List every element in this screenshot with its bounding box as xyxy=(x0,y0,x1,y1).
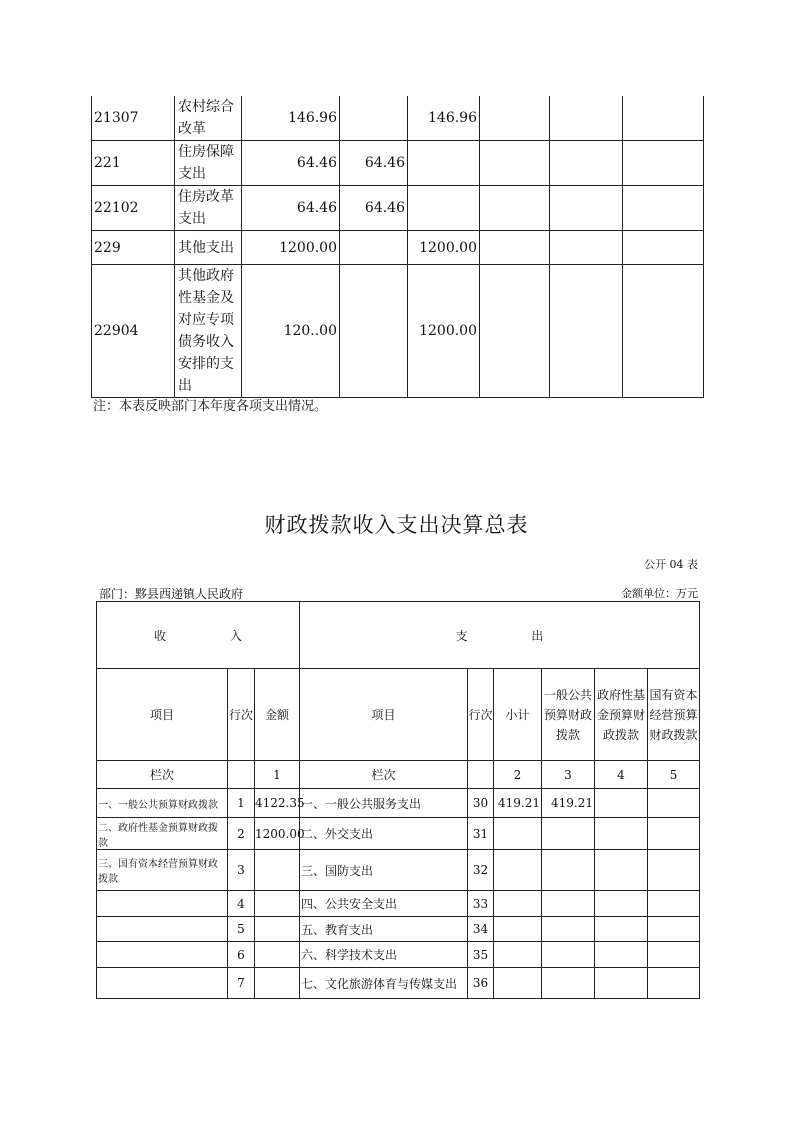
income-amount xyxy=(255,850,300,891)
expense-state xyxy=(648,850,700,891)
income-amount: 4122.35 xyxy=(255,789,300,818)
row-name: 住房改革支出 xyxy=(175,186,242,231)
income-row-no: 5 xyxy=(228,917,255,942)
table-row xyxy=(97,850,700,891)
expense-row-no: 34 xyxy=(468,917,494,942)
lanci-blank xyxy=(468,761,494,789)
row-blank xyxy=(623,96,704,141)
table-row xyxy=(97,789,700,818)
row-basic: 64.46 xyxy=(340,141,408,186)
expense-item: 六、科学技术支出 xyxy=(300,942,468,968)
row-code: 22102 xyxy=(92,186,175,231)
table-note: 注：本表反映部门本年度各项支出情况。 xyxy=(93,399,328,414)
row-total: 146.96 xyxy=(242,96,340,141)
expense-subtotal xyxy=(494,968,542,999)
row-project: 146.96 xyxy=(408,96,480,141)
row-code: 221 xyxy=(92,141,175,186)
income-row-no: 6 xyxy=(228,942,255,968)
row-name: 其他政府性基金及对应专项债务收入安排的支出 xyxy=(175,265,242,398)
expense-row-no: 36 xyxy=(468,968,494,999)
row-name: 其他支出 xyxy=(175,231,242,265)
income-item: 一、一般公共预算财政拨款 xyxy=(97,789,228,818)
expense-general xyxy=(542,942,595,968)
expense-subtotal xyxy=(494,818,542,850)
row-code: 229 xyxy=(92,231,175,265)
row-project: 1200.00 xyxy=(408,265,480,398)
row-blank xyxy=(623,141,704,186)
header-income-amount: 金额 xyxy=(255,669,300,761)
income-item xyxy=(97,891,228,917)
row-blank xyxy=(550,96,623,141)
row-blank xyxy=(480,96,550,141)
header-subtotal: 小计 xyxy=(494,669,542,761)
row-basic xyxy=(340,96,408,141)
income-amount xyxy=(255,968,300,999)
row-basic: 64.46 xyxy=(340,186,408,231)
table-row xyxy=(97,942,700,968)
expense-row-no: 35 xyxy=(468,942,494,968)
row-blank xyxy=(623,265,704,398)
row-blank xyxy=(550,141,623,186)
row-blank xyxy=(480,231,550,265)
table-row xyxy=(92,265,704,398)
row-total: 64.46 xyxy=(242,141,340,186)
expense-subtotal xyxy=(494,850,542,891)
row-total: 120..00 xyxy=(242,265,340,398)
header-income-item: 项目 xyxy=(97,669,228,761)
expense-continuation-table xyxy=(91,96,704,398)
expense-fund xyxy=(595,891,648,917)
expense-header: 支 出 xyxy=(300,602,700,669)
expense-general xyxy=(542,917,595,942)
expense-item: 七、文化旅游体育与传媒支出 xyxy=(300,968,468,999)
row-total: 1200.00 xyxy=(242,231,340,265)
table-row xyxy=(97,818,700,850)
expense-state xyxy=(648,789,700,818)
col-number: 5 xyxy=(648,761,700,789)
fiscal-summary-table xyxy=(96,601,700,999)
lanci-blank xyxy=(228,761,255,789)
expense-row-no: 33 xyxy=(468,891,494,917)
expense-row-no: 32 xyxy=(468,850,494,891)
income-item: 二、政府性基金预算财政拨款 xyxy=(97,818,228,850)
expense-row-no: 31 xyxy=(468,818,494,850)
row-blank xyxy=(480,265,550,398)
row-blank xyxy=(550,265,623,398)
expense-general xyxy=(542,891,595,917)
header-general-budget: 一般公共预算财政拨款 xyxy=(542,669,595,761)
expense-fund xyxy=(595,818,648,850)
expense-general xyxy=(542,818,595,850)
row-project xyxy=(408,186,480,231)
row-project xyxy=(408,141,480,186)
expense-fund xyxy=(595,942,648,968)
expense-state xyxy=(648,818,700,850)
lanci-label: 栏次 xyxy=(97,761,228,789)
expense-state xyxy=(648,917,700,942)
row-blank xyxy=(550,231,623,265)
income-row-no: 1 xyxy=(228,789,255,818)
row-name: 农村综合改革 xyxy=(175,96,242,141)
table-row xyxy=(92,231,704,265)
table-row xyxy=(97,891,700,917)
col-number: 1 xyxy=(255,761,300,789)
expense-subtotal xyxy=(494,891,542,917)
row-basic xyxy=(340,265,408,398)
expense-item: 四、公共安全支出 xyxy=(300,891,468,917)
income-row-no: 3 xyxy=(228,850,255,891)
income-amount xyxy=(255,891,300,917)
expense-row-no: 30 xyxy=(468,789,494,818)
header-expense-row: 行次 xyxy=(468,669,494,761)
page-title: 财政拨款收入支出决算总表 xyxy=(264,513,529,537)
row-basic xyxy=(340,231,408,265)
expense-general: 419.21 xyxy=(542,789,595,818)
expense-fund xyxy=(595,917,648,942)
col-number: 3 xyxy=(542,761,595,789)
form-number: 公开 04 表 xyxy=(644,558,698,571)
expense-state xyxy=(648,968,700,999)
income-item xyxy=(97,968,228,999)
row-blank xyxy=(623,186,704,231)
col-number: 4 xyxy=(595,761,648,789)
department-label: 部门：黟县西递镇人民政府 xyxy=(99,587,244,601)
table-row xyxy=(92,96,704,141)
income-row-no: 7 xyxy=(228,968,255,999)
income-item xyxy=(97,942,228,968)
row-blank xyxy=(550,186,623,231)
row-blank xyxy=(480,141,550,186)
expense-state xyxy=(648,891,700,917)
table-row xyxy=(92,141,704,186)
row-code: 21307 xyxy=(92,96,175,141)
income-row-no: 4 xyxy=(228,891,255,917)
lanci-label: 栏次 xyxy=(300,761,468,789)
col-number: 2 xyxy=(494,761,542,789)
expense-fund xyxy=(595,968,648,999)
expense-fund xyxy=(595,789,648,818)
amount-unit-label: 金额单位：万元 xyxy=(621,587,698,600)
expense-subtotal: 419.21 xyxy=(494,789,542,818)
table-row xyxy=(97,968,700,999)
table-row xyxy=(92,186,704,231)
expense-subtotal xyxy=(494,942,542,968)
row-name: 住房保障支出 xyxy=(175,141,242,186)
header-state-capital: 国有资本经营预算财政拨款 xyxy=(648,669,700,761)
income-amount xyxy=(255,917,300,942)
expense-item: 二、外交支出 xyxy=(300,818,468,850)
expense-fund xyxy=(595,850,648,891)
header-income-row: 行次 xyxy=(228,669,255,761)
income-item xyxy=(97,917,228,942)
income-item: 三、国有资本经营预算财政拨款 xyxy=(97,850,228,891)
header-expense-item: 项目 xyxy=(300,669,468,761)
expense-general xyxy=(542,968,595,999)
row-blank xyxy=(623,231,704,265)
expense-subtotal xyxy=(494,917,542,942)
expense-item: 三、国防支出 xyxy=(300,850,468,891)
income-header: 收 入 xyxy=(97,602,300,669)
row-total: 64.46 xyxy=(242,186,340,231)
row-code: 22904 xyxy=(92,265,175,398)
expense-state xyxy=(648,942,700,968)
expense-item: 五、教育支出 xyxy=(300,917,468,942)
income-amount xyxy=(255,942,300,968)
row-blank xyxy=(480,186,550,231)
expense-item: 一、一般公共服务支出 xyxy=(300,789,468,818)
income-amount: 1200.00 xyxy=(255,818,300,850)
income-row-no: 2 xyxy=(228,818,255,850)
table-row xyxy=(97,917,700,942)
expense-general xyxy=(542,850,595,891)
row-project: 1200.00 xyxy=(408,231,480,265)
header-fund-budget: 政府性基金预算财政拨款 xyxy=(595,669,648,761)
